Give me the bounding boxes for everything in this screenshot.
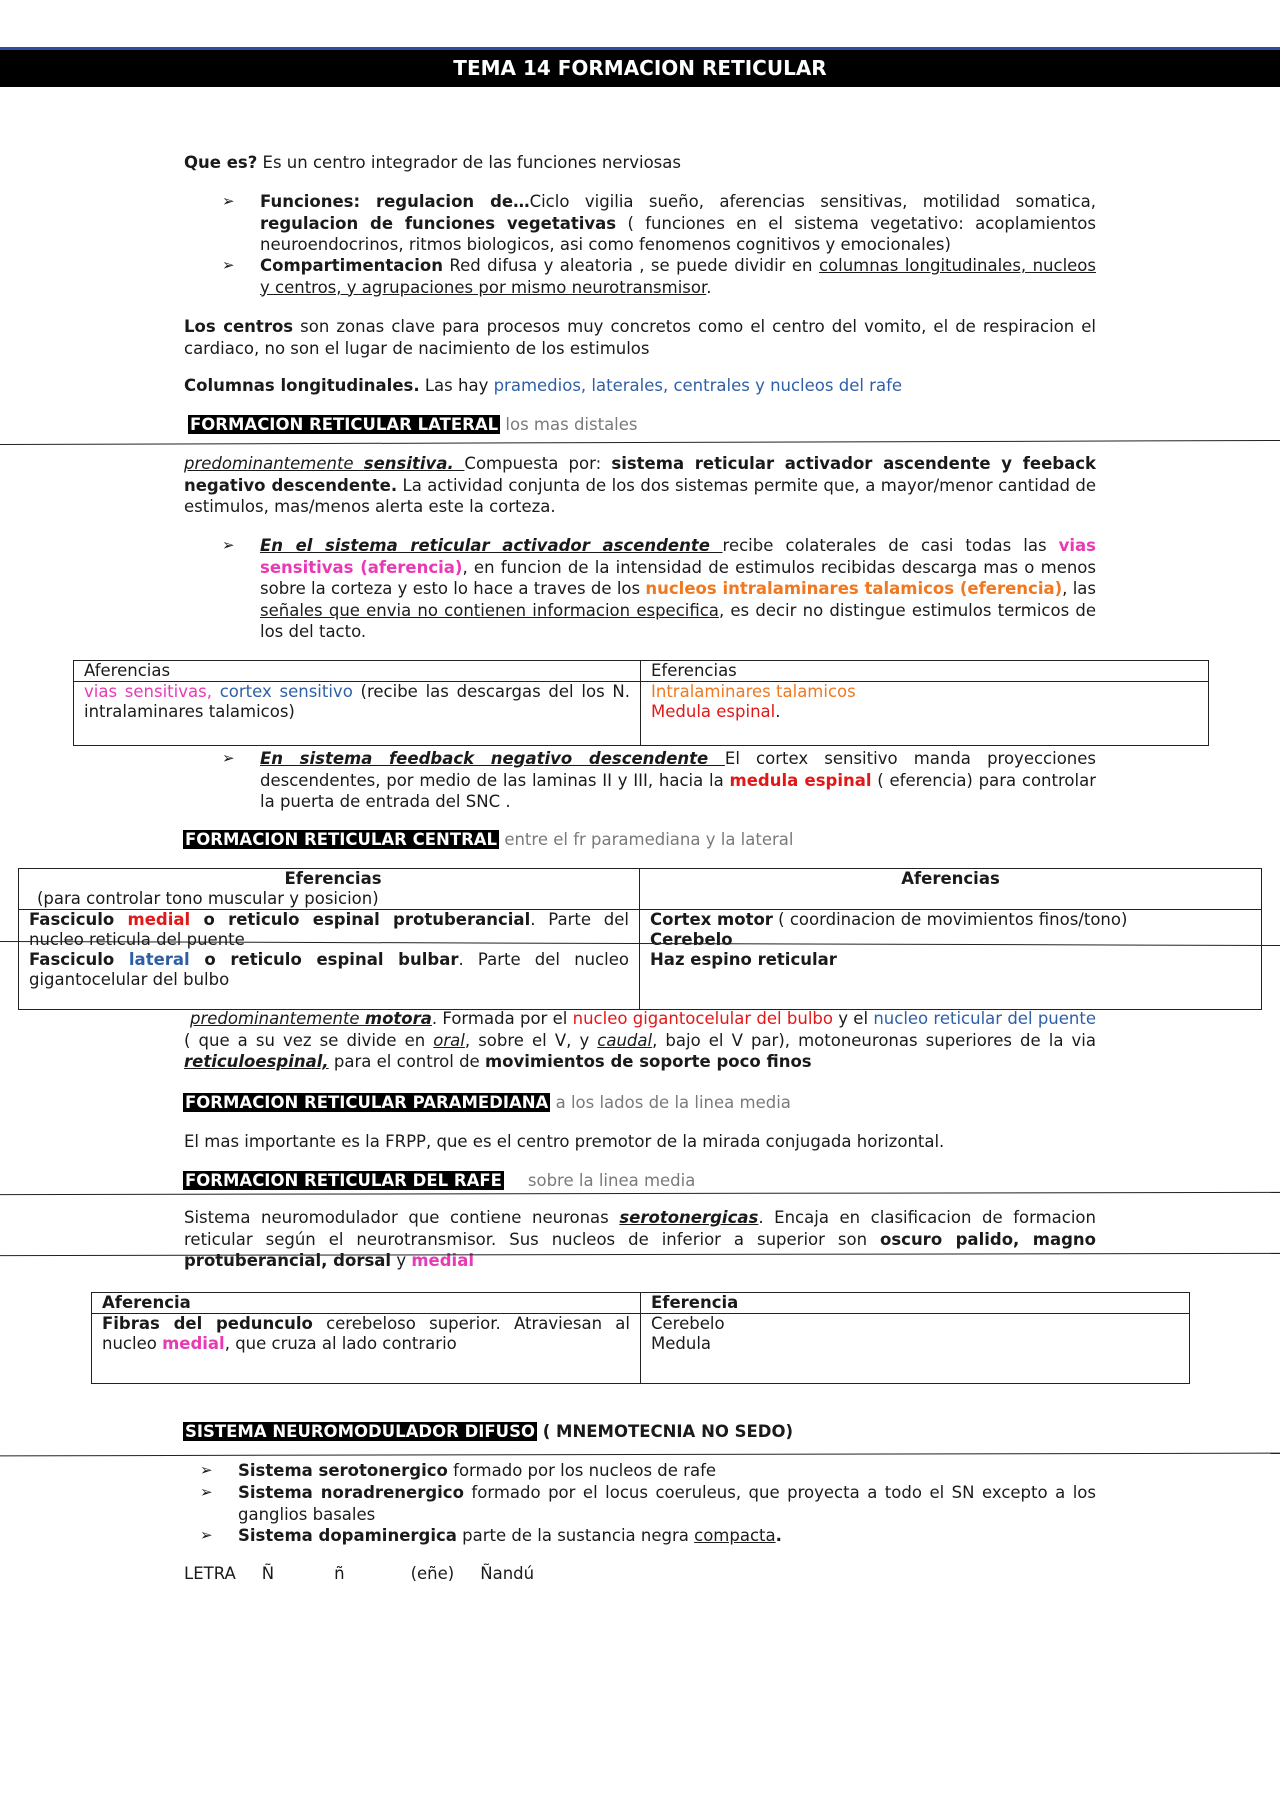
arrow-bullet-icon: ➢ [222, 256, 235, 274]
intro-paragraph: Que es? Es un centro integrador de las funciones nerviosas [184, 153, 681, 172]
horizontal-rule [0, 440, 1280, 445]
table-cell: Cortex motor ( coordinacion de movimientos finos/tono) Cerebelo Haz espino reticular [640, 910, 1262, 1010]
list-item: ➢ Sistema noradrenergico formado por el locus coeruleus, que proyecta a todo el SN excepto a los ganglios basales [200, 1483, 1096, 1524]
section-heading-central: FORMACION RETICULAR CENTRAL entre el fr paramediana y la lateral [185, 830, 794, 849]
rafe-table [91, 1292, 1190, 1384]
table-header-cell: Aferencias [74, 661, 641, 682]
horizontal-rule [0, 1453, 1280, 1457]
table-header-cell: Eferencias [641, 661, 1209, 682]
table-header-cell: Eferencias (para controlar tono muscular y posicion) [19, 869, 640, 910]
table-cell: Intralaminares talamicos Medula espinal. [641, 682, 1209, 746]
section-heading-lateral: FORMACION RETICULAR LATERAL los mas distales [190, 415, 638, 434]
table-cell: vias sensitivas, cortex sensitivo (recibe las descargas del los N. intralaminares talamicos) [74, 682, 641, 746]
list-item: ➢ En sistema feedback negativo descendente El cortex sensitivo manda proyecciones descendentes, por medio de las laminas II y III, hacia la medula espinal ( eferencia) para controlar la puerta de entrada del SNC . [222, 749, 1096, 811]
lateral-paragraph: predominantemente sensitiva. Compuesta por: sistema reticular activador ascendente y feeback negativo descendente. La actividad conjunta de los dos sistemas permite que, a mayor/menor cantidad de estimulos, mas/menos alerta este la corteza. [184, 454, 1096, 516]
central-paragraph: predominantemente motora. Formada por el nucleo gigantocelular del bulbo y el nucleo reticular del puente ( que a su vez se divide en oral, sobre el V, y caudal, bajo el V par), motoneuronas superiores de la via reticuloespinal, para el control de movimientos de soporte poco finos [184, 1009, 1096, 1071]
table-cell: Cerebelo Medula [641, 1314, 1190, 1384]
horizontal-rule [0, 1192, 1280, 1195]
table-header-cell: Eferencia [641, 1293, 1190, 1314]
table-header-cell: Aferencia [92, 1293, 641, 1314]
section-heading-paramediana: FORMACION RETICULAR PARAMEDIANA a los lados de la linea media [185, 1093, 791, 1112]
arrow-bullet-icon: ➢ [200, 1461, 213, 1479]
centros-paragraph: Los centros son zonas clave para procesos muy concretos como el centro del vomito, el de respiracion el cardiaco, no son el lugar de nacimiento de los estimulos [184, 317, 1096, 358]
letra-line: LETRA Ñ ñ (eñe) Ñandú [184, 1564, 535, 1583]
section-heading-rafe: FORMACION RETICULAR DEL RAFE sobre la linea media [185, 1171, 696, 1190]
section-heading-difuso: SISTEMA NEUROMODULADOR DIFUSO ( MNEMOTECNIA NO SEDO) [185, 1422, 794, 1441]
table-cell: Fasciculo medial o reticulo espinal protuberancial. Parte del nucleo reticula del puente Fasciculo lateral o reticulo espinal bulbar. Parte del nucleo gigantocelular del bulbo [19, 910, 640, 1010]
table-cell: Fibras del pedunculo cerebeloso superior. Atraviesan al nucleo medial, que cruza al lado contrario [92, 1314, 641, 1384]
columnas-paragraph: Columnas longitudinales. Las hay pramedios, laterales, centrales y nucleos del rafe [184, 376, 903, 395]
lateral-table [73, 660, 1209, 746]
page-title: TEMA 14 FORMACION RETICULAR [0, 47, 1280, 87]
list-item: ➢ Compartimentacion Red difusa y aleatoria , se puede dividir en columnas longitudinales, nucleos y centros, y agrupaciones por mismo neurotransmisor. [222, 256, 1096, 297]
list-item: ➢ Sistema dopaminergica parte de la sustancia negra compacta. [200, 1526, 782, 1545]
table-header-cell: Aferencias [640, 869, 1262, 910]
central-table [18, 868, 1262, 1010]
arrow-bullet-icon: ➢ [222, 749, 235, 767]
list-item: ➢ Sistema serotonergico formado por los nucleos de rafe [200, 1461, 717, 1480]
paramediana-paragraph: El mas importante es la FRPP, que es el centro premotor de la mirada conjugada horizontal. [184, 1132, 945, 1151]
rafe-paragraph: Sistema neuromodulador que contiene neuronas serotonergicas. Encaja en clasificacion de formacion reticular según el neurotransmisor. Sus nucleos de inferior a superior son oscuro palido, magno protuberancial, dorsal y medial [184, 1208, 1096, 1270]
arrow-bullet-icon: ➢ [200, 1526, 213, 1544]
arrow-bullet-icon: ➢ [200, 1483, 213, 1501]
list-item: ➢ Funciones: regulacion de…Ciclo vigilia sueño, aferencias sensitivas, motilidad somatica, regulacion de funciones vegetativas ( funciones en el sistema vegetativo: acoplamientos neuroendocrinos, ritmos biologicos, asi como fenomenos cognitivos y emocionales) [222, 192, 1097, 254]
arrow-bullet-icon: ➢ [222, 192, 235, 210]
arrow-bullet-icon: ➢ [222, 536, 235, 554]
list-item: ➢ En el sistema reticular activador ascendente recibe colaterales de casi todas las vias sensitivas (aferencia), en funcion de la intensidad de estimulos recibidas descarga mas o menos sobre la corteza y esto lo hace a traves de los nucleos intralaminares talamicos (eferencia), las señales que envia no contienen informacion especifica, es decir no distingue estimulos termicos de los del tacto. [222, 536, 1097, 641]
